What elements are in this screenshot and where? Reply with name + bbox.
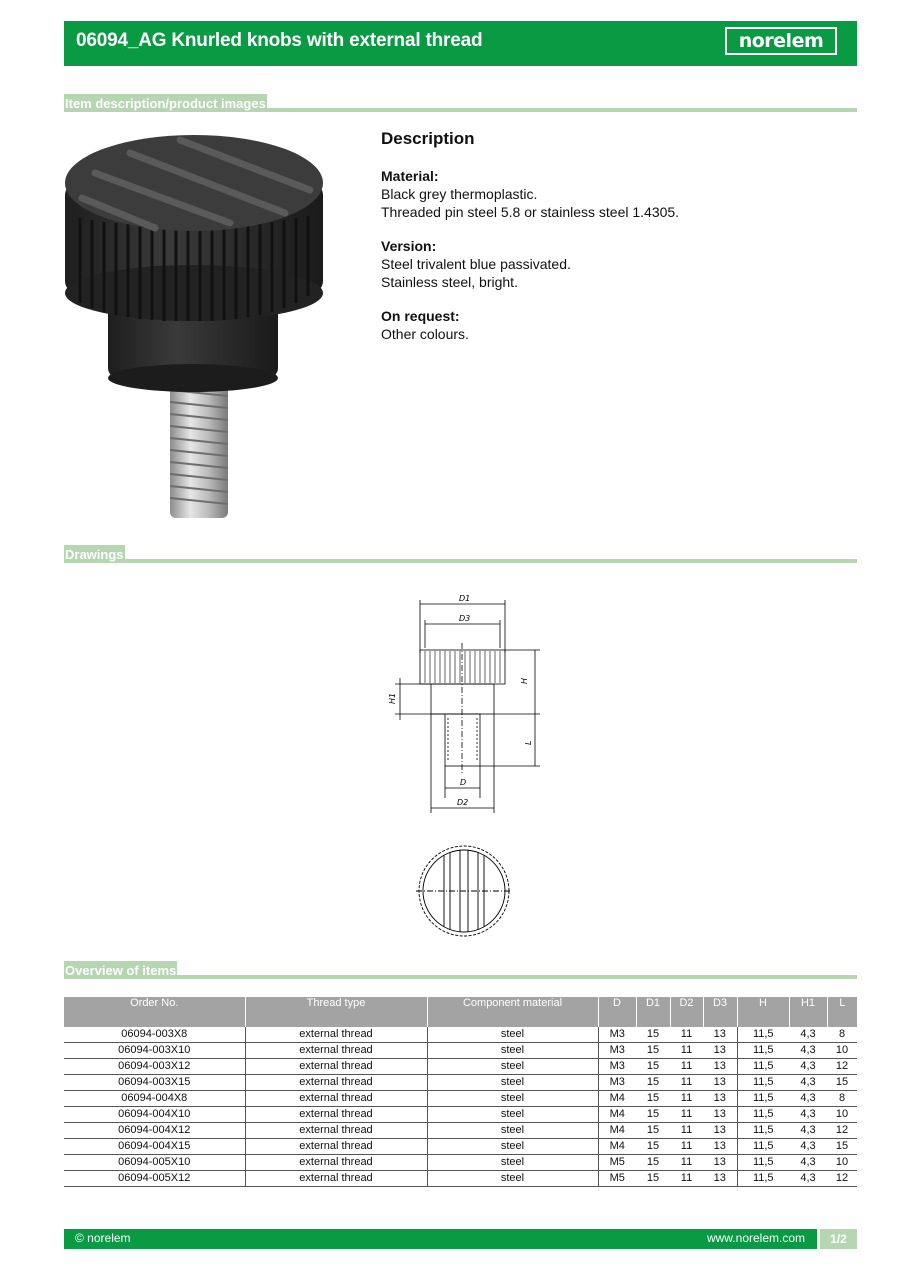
table-row (64, 1155, 857, 1171)
table-cell: 12 (827, 1171, 857, 1187)
table-cell: 4,3 (789, 1107, 827, 1123)
table-cell: steel (427, 1155, 598, 1171)
table-cell: 06094-005X10 (64, 1155, 245, 1171)
col-d: D (598, 997, 636, 1027)
table-cell: 06094-003X12 (64, 1059, 245, 1075)
table-cell: M3 (598, 1059, 636, 1075)
table-cell: 15 (636, 1091, 670, 1107)
version-block (381, 237, 851, 291)
dim-d2: D2 (457, 798, 469, 807)
table-cell: steel (427, 1107, 598, 1123)
page-number: 1/2 (817, 1229, 857, 1249)
section-drawings-bar (64, 543, 857, 563)
table-cell: M4 (598, 1107, 636, 1123)
table-cell: 06094-003X10 (64, 1043, 245, 1059)
table-cell: external thread (245, 1091, 427, 1107)
table-cell: 15 (827, 1139, 857, 1155)
section-overview-label: Overview of items (65, 963, 177, 978)
col-order-no: Order No. (64, 997, 245, 1027)
table-cell: steel (427, 1043, 598, 1059)
table-cell: 11,5 (737, 1091, 789, 1107)
dim-d3: D3 (459, 614, 471, 623)
table-row (64, 1059, 857, 1075)
footer-website-link[interactable]: www.norelem.com (706, 1231, 805, 1245)
table-cell: external thread (245, 1155, 427, 1171)
technical-drawing-top (414, 843, 514, 939)
table-cell: 11 (670, 1091, 703, 1107)
table-cell: 15 (636, 1059, 670, 1075)
version-line: Steel trivalent blue passivated. (381, 256, 571, 272)
table-cell: external thread (245, 1075, 427, 1091)
col-d1: D1 (636, 997, 670, 1027)
table-cell: 11 (670, 1155, 703, 1171)
dim-d: D (460, 778, 467, 787)
material-block (381, 167, 851, 221)
table-row (64, 1107, 857, 1123)
table-cell: M4 (598, 1139, 636, 1155)
material-line: Threaded pin steel 5.8 or stainless steel 1.4305. (381, 204, 680, 220)
table-cell: 06094-004X8 (64, 1091, 245, 1107)
table-cell: 4,3 (789, 1155, 827, 1171)
table-cell: 10 (827, 1155, 857, 1171)
table-cell: 11,5 (737, 1075, 789, 1091)
page-title: 06094_AG Knurled knobs with external thread (76, 30, 483, 51)
table-cell: 4,3 (789, 1139, 827, 1155)
table-cell: 4,3 (789, 1027, 827, 1043)
table-cell: steel (427, 1027, 598, 1043)
section-description-bar (64, 92, 857, 112)
table-header-row (64, 997, 857, 1027)
table-cell: 4,3 (789, 1123, 827, 1139)
table-cell: 11,5 (737, 1155, 789, 1171)
request-label: On request: (381, 308, 460, 324)
table-cell: 4,3 (789, 1059, 827, 1075)
table-cell: steel (427, 1123, 598, 1139)
table-cell: 06094-004X15 (64, 1139, 245, 1155)
footer-copyright: © norelem (75, 1231, 131, 1245)
table-cell: 13 (703, 1027, 737, 1043)
table-cell: 11 (670, 1107, 703, 1123)
table-cell: external thread (245, 1123, 427, 1139)
section-drawings-label: Drawings (65, 547, 124, 562)
table-cell: 11 (670, 1059, 703, 1075)
col-d2: D2 (670, 997, 703, 1027)
table-cell: 11,5 (737, 1059, 789, 1075)
technical-drawing-side (385, 588, 545, 818)
table-row (64, 1123, 857, 1139)
material-line: Black grey thermoplastic. (381, 186, 538, 202)
table-cell: 11 (670, 1075, 703, 1091)
table-cell: 13 (703, 1155, 737, 1171)
table-cell: 13 (703, 1107, 737, 1123)
table-cell: steel (427, 1091, 598, 1107)
table-cell: M5 (598, 1171, 636, 1187)
table-cell: 4,3 (789, 1043, 827, 1059)
table-cell: 11,5 (737, 1027, 789, 1043)
table-cell: 11 (670, 1027, 703, 1043)
table-cell: 06094-005X12 (64, 1171, 245, 1187)
section-divider (64, 559, 857, 563)
table-cell: 12 (827, 1059, 857, 1075)
table-cell: 4,3 (789, 1171, 827, 1187)
table-cell: 13 (703, 1059, 737, 1075)
table-cell: external thread (245, 1171, 427, 1187)
section-overview-bar (64, 959, 857, 979)
section-divider (64, 975, 857, 979)
table-cell: 15 (827, 1075, 857, 1091)
table-row (64, 1027, 857, 1043)
section-description-label: Item description/product images (65, 96, 266, 111)
table-cell: 13 (703, 1091, 737, 1107)
table-cell: 13 (703, 1123, 737, 1139)
col-component-material: Component material (427, 997, 598, 1027)
table-cell: 12 (827, 1123, 857, 1139)
table-cell: 13 (703, 1043, 737, 1059)
col-d3: D3 (703, 997, 737, 1027)
table-cell: steel (427, 1075, 598, 1091)
logo-text: norelem (738, 29, 824, 52)
table-cell: M4 (598, 1123, 636, 1139)
table-cell: 13 (703, 1171, 737, 1187)
table-cell: 8 (827, 1091, 857, 1107)
table-cell: external thread (245, 1139, 427, 1155)
table-row (64, 1171, 857, 1187)
table-cell: 15 (636, 1171, 670, 1187)
table-cell: steel (427, 1139, 598, 1155)
table-cell: 13 (703, 1075, 737, 1091)
table-cell: steel (427, 1171, 598, 1187)
page-footer (64, 1229, 857, 1249)
norelem-logo (725, 27, 837, 55)
description-heading: Description (381, 129, 475, 148)
table-cell: M3 (598, 1027, 636, 1043)
items-table-body (64, 1027, 857, 1187)
col-l: L (827, 997, 857, 1027)
col-h1: H1 (789, 997, 827, 1027)
page-header (64, 21, 857, 66)
table-cell: 15 (636, 1139, 670, 1155)
version-line: Stainless steel, bright. (381, 274, 518, 290)
table-cell: 8 (827, 1027, 857, 1043)
request-block (381, 307, 851, 343)
table-row (64, 1043, 857, 1059)
table-row (64, 1139, 857, 1155)
table-cell: 11,5 (737, 1171, 789, 1187)
table-cell: M3 (598, 1043, 636, 1059)
table-cell: 06094-004X12 (64, 1123, 245, 1139)
col-thread-type: Thread type (245, 997, 427, 1027)
table-cell: external thread (245, 1107, 427, 1123)
dim-l: L (524, 740, 533, 745)
table-cell: 11 (670, 1043, 703, 1059)
dim-h: H (520, 677, 529, 684)
description-panel (381, 129, 851, 359)
table-cell: 10 (827, 1043, 857, 1059)
table-cell: 15 (636, 1107, 670, 1123)
table-cell: 11 (670, 1139, 703, 1155)
items-table (64, 997, 857, 1187)
table-cell: 11,5 (737, 1043, 789, 1059)
dim-h1: H1 (388, 692, 397, 704)
request-line: Other colours. (381, 326, 469, 342)
table-cell: 06094-004X10 (64, 1107, 245, 1123)
table-cell: 11,5 (737, 1139, 789, 1155)
table-row (64, 1091, 857, 1107)
table-cell: 13 (703, 1139, 737, 1155)
table-cell: 06094-003X15 (64, 1075, 245, 1091)
table-cell: external thread (245, 1027, 427, 1043)
table-cell: 11 (670, 1171, 703, 1187)
material-label: Material: (381, 168, 439, 184)
knob-head (65, 135, 323, 321)
product-photo (60, 128, 330, 523)
table-cell: 11,5 (737, 1107, 789, 1123)
table-cell: 15 (636, 1027, 670, 1043)
table-cell: external thread (245, 1059, 427, 1075)
table-cell: steel (427, 1059, 598, 1075)
table-cell: 15 (636, 1155, 670, 1171)
table-cell: M4 (598, 1091, 636, 1107)
table-cell: M3 (598, 1075, 636, 1091)
table-cell: 4,3 (789, 1075, 827, 1091)
table-cell: 11 (670, 1123, 703, 1139)
table-cell: 4,3 (789, 1091, 827, 1107)
dim-d1: D1 (459, 594, 471, 603)
table-cell: 06094-003X8 (64, 1027, 245, 1043)
table-row (64, 1075, 857, 1091)
table-cell: 10 (827, 1107, 857, 1123)
table-cell: M5 (598, 1155, 636, 1171)
col-h: H (737, 997, 789, 1027)
table-cell: 15 (636, 1123, 670, 1139)
table-cell: external thread (245, 1043, 427, 1059)
table-cell: 15 (636, 1043, 670, 1059)
table-cell: 11,5 (737, 1123, 789, 1139)
table-cell: 15 (636, 1075, 670, 1091)
version-label: Version: (381, 238, 437, 254)
